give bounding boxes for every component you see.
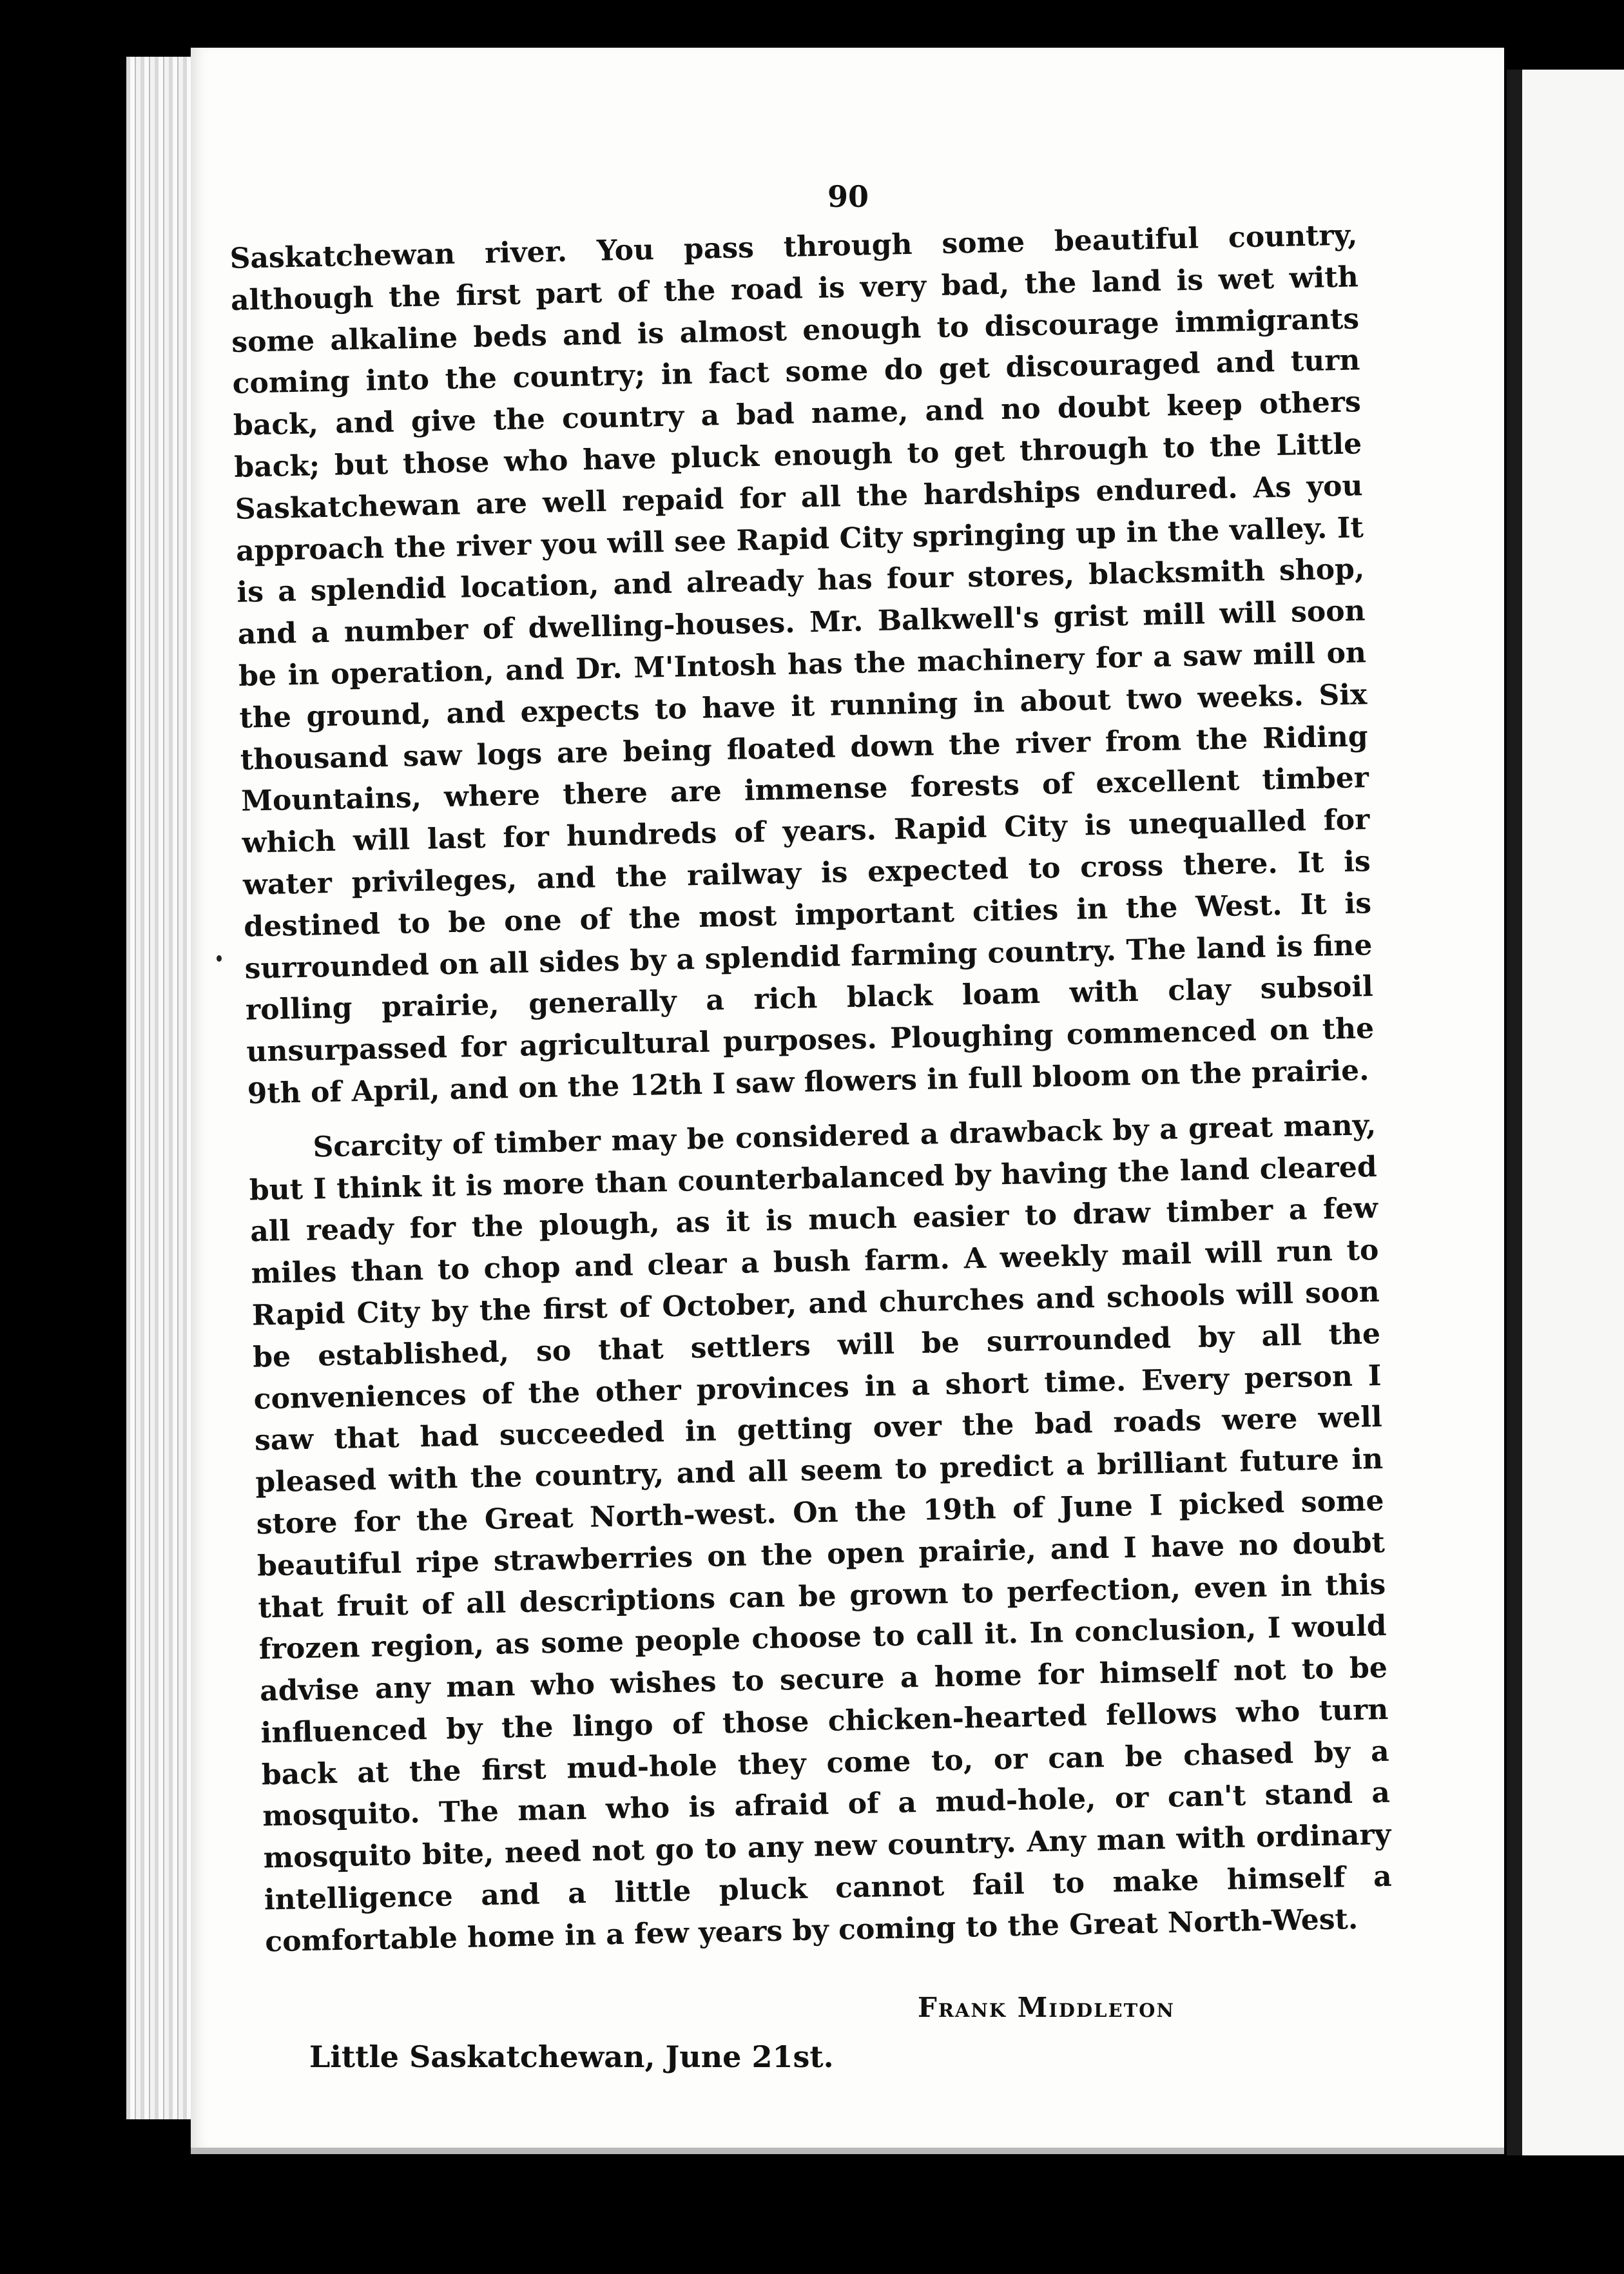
margin-mark — [217, 955, 222, 962]
body-text — [229, 215, 1393, 1963]
page-number: 90 — [827, 179, 869, 214]
author-signature: Frank Middleton — [918, 1992, 1175, 2023]
facing-page-edge — [1507, 70, 1624, 2155]
paragraph-2: Scarcity of timber may be considered a drawback by a great many, but I think it is more than counterbalanced by having the land cleared all ready for the plough, as it is much easier to draw timber a few miles than to chop and clear a bush farm. A weekly mail will run to Rapid City by the first of October, and churches and schools will soon be established, so that settlers will be surrounded by all the conveniences of the other provinces in a short time. Every person I saw that had succeeded in getting over the bad roads were well pleased with the country, and all seem to predict a brilliant future in store for the Great North-west. On the 19th of June I picked some beautiful ripe strawberries on the open prairie, and I have no doubt that fruit of all descriptions can be grown to perfection, even in this frozen region, as some people choose to call it. In conclusion, I would advise any man who wishes to secure a home for himself not to be influenced by the lingo of those chicken-hearted fellows who turn back at the first mud-hole they come to, or can be chased by a mosquito. The man who is afraid of a mud-hole, or can't stand a mosquito bite, need not go to any new country. Any man with ordinary intelligence and a little pluck cannot fail to make himself a comfortable home in a few years by coming to the Great North-West. — [249, 1108, 1393, 1959]
book-page — [191, 48, 1504, 2154]
dateline: Little Saskatchewan, June 21st. — [309, 2039, 834, 2074]
paragraph-1: Saskatchewan river. You pass through some beautiful country, although the first part of the road is very bad, the land is wet with some alkaline beds and is almost enough to discourage immigrants coming into the country; in fact some do get discouraged and turn back, and give the country a bad name, and no doubt keep others back; but those who have pluck enough to get through to the Little Saskatchewan are well repaid for all the hardships endured. As you approach the river you will see Rapid City springing up in the valley. It is a splendid location, and already has four stores, blacksmith shop, and a number of dwelling-houses. Mr. Balkwell's grist mill will soon be in operation, and Dr. M'Intosh has the machinery for a saw mill on the ground, and expects to have it running in about two weeks. Six thousand saw logs are being floated down the river from the Riding Mountains, where there are immense forests of excellent timber which will last for hundreds of years. Rapid City is unequalled for water privileges, and the railway is expected to cross there. It is destined to be one of the most important cities in the West. It is surrounded on all sides by a splendid farming country. The land is fine rolling prairie, generally a rich black loam with clay subsoil unsurpassed for agricultural purposes. Ploughing commenced on the 9th of April, and on the 12th I saw flowers in full bloom on the prairie. — [229, 219, 1375, 1111]
